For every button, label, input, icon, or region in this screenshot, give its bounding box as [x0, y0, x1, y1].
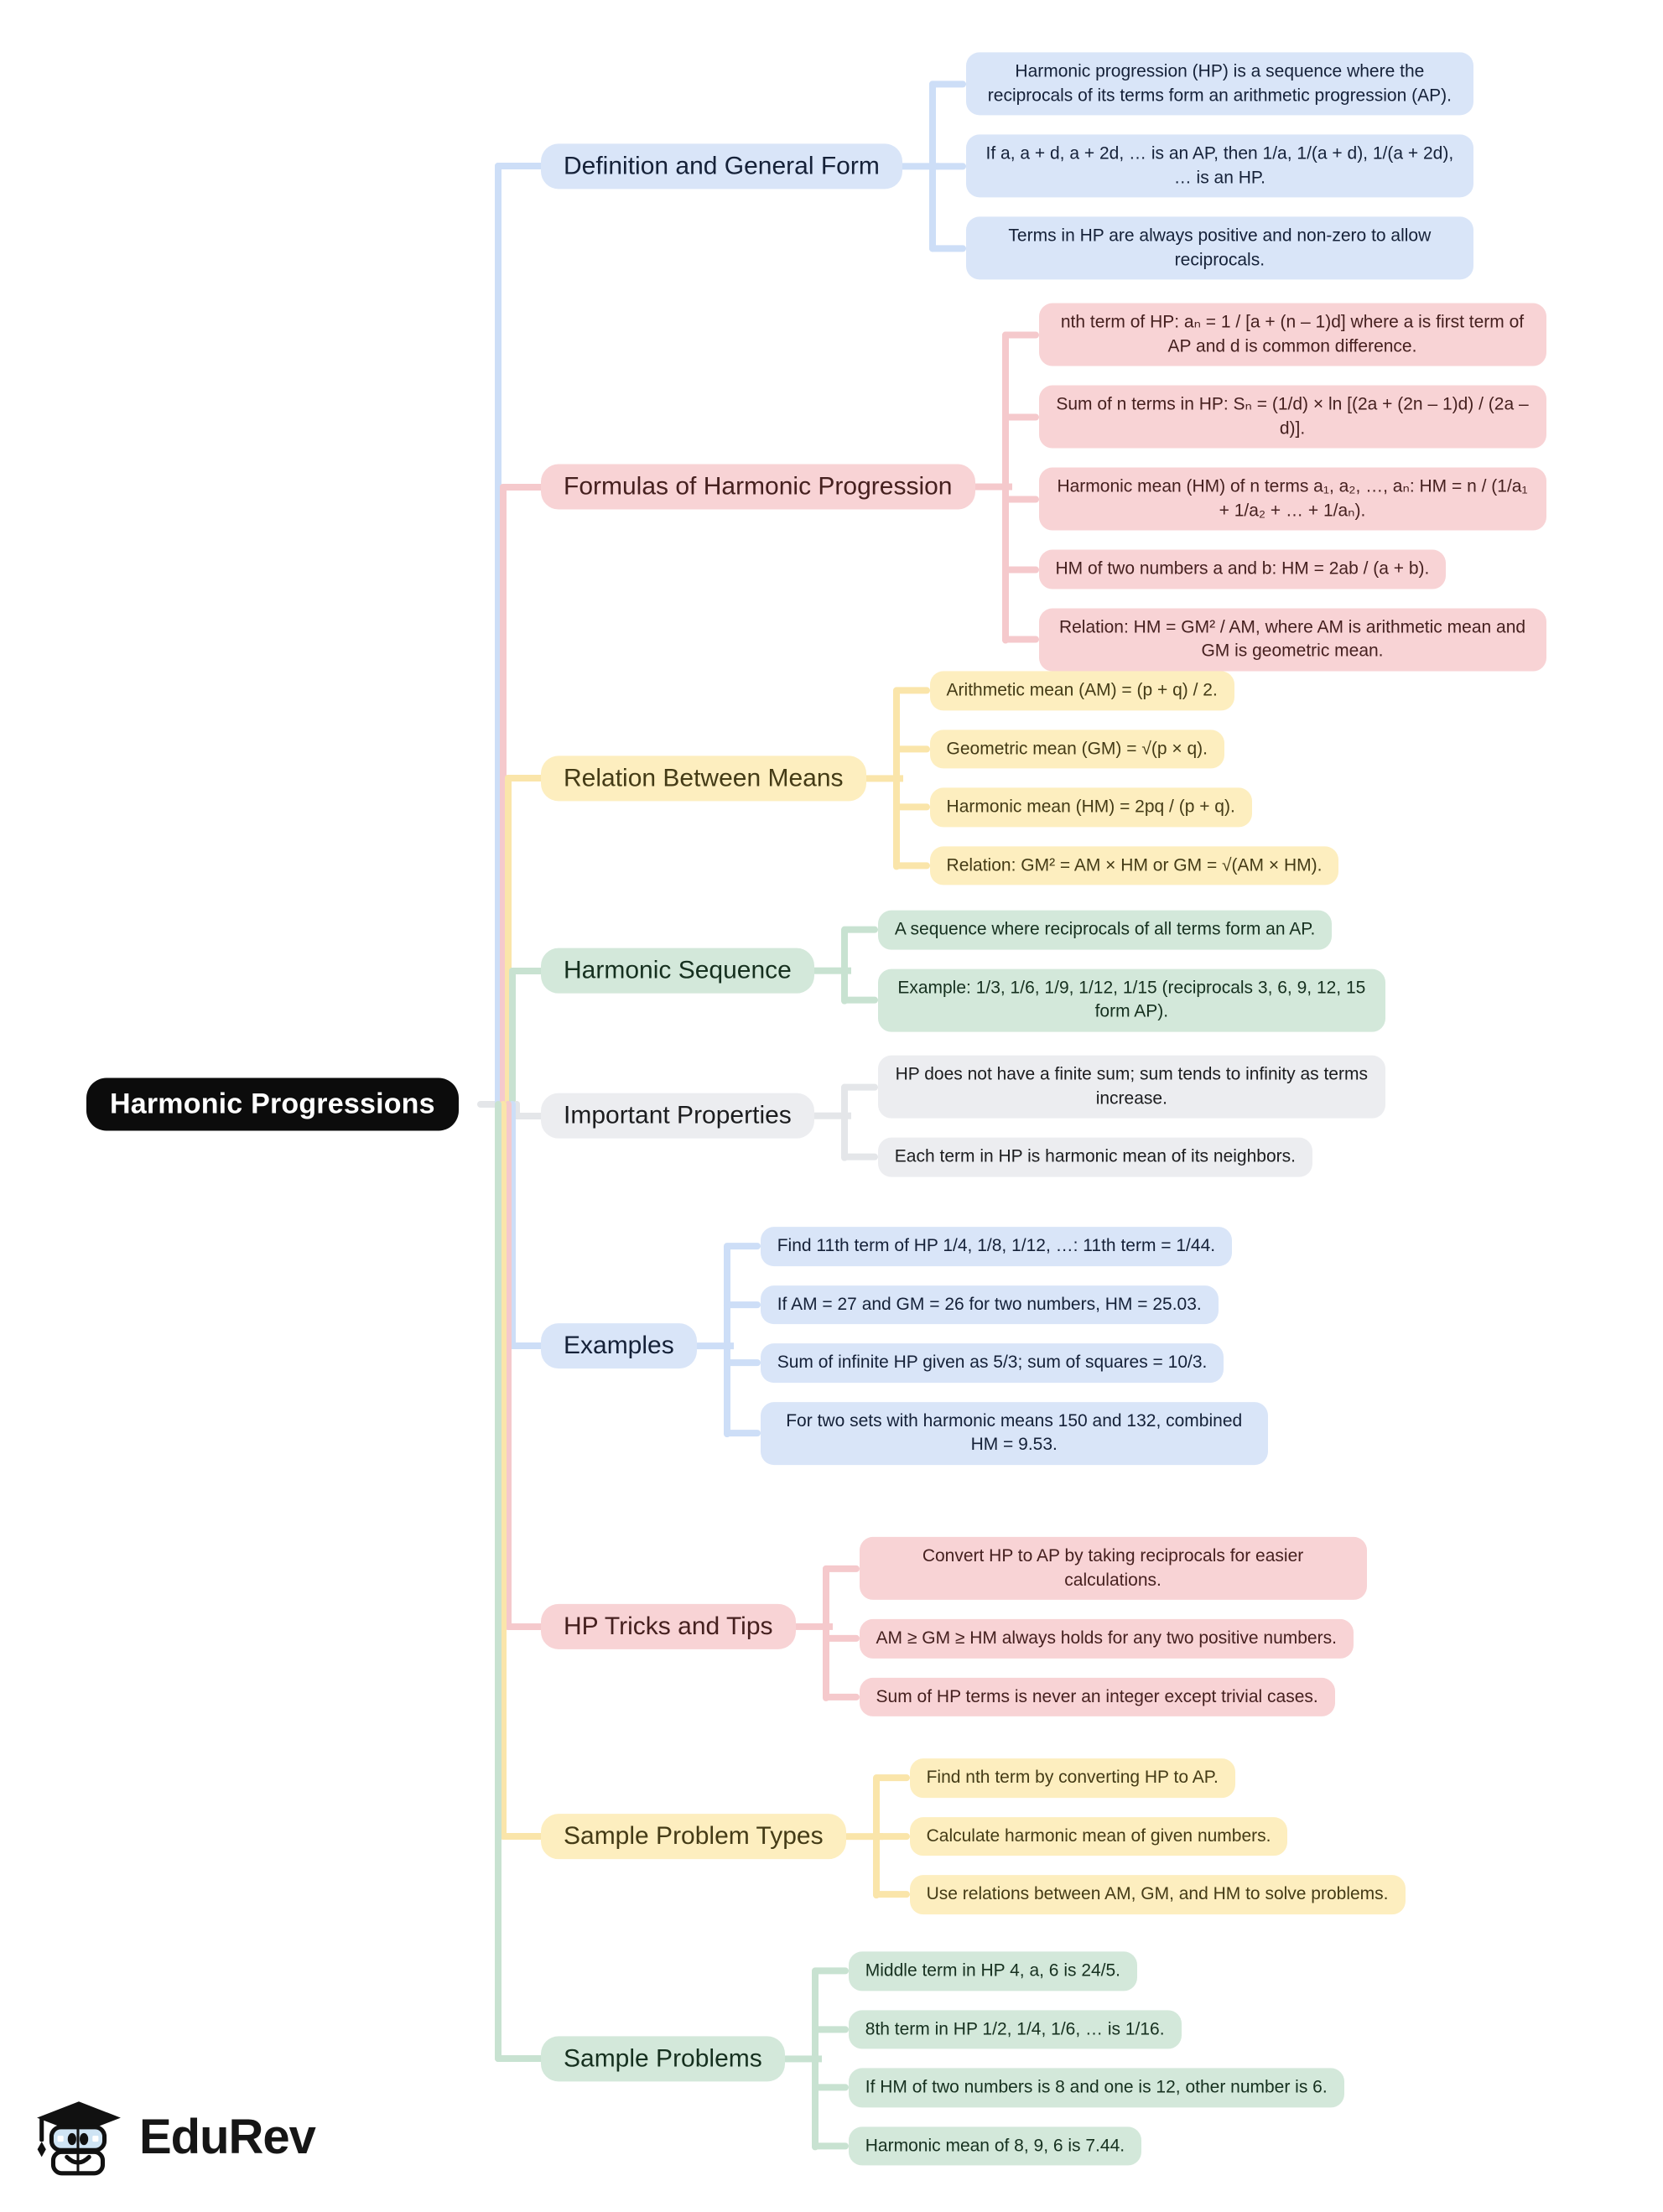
edurev-brand-text: EduRev: [139, 2109, 315, 2164]
branch-examples: [541, 1227, 1268, 1465]
topic-node: Harmonic Sequence: [541, 948, 814, 994]
leaf-group: [761, 1227, 1268, 1465]
leaf-group: [930, 671, 1339, 885]
branch-formulas-of-harmonic-progression: [541, 304, 1546, 672]
topic-node: Examples: [541, 1323, 697, 1368]
edurev-logo: [32, 2093, 315, 2180]
connector-line: [823, 1565, 829, 1701]
connector-line: [1002, 331, 1009, 643]
branch-hp-tricks-and-tips: [541, 1537, 1367, 1716]
branch-harmonic-sequence: [541, 911, 1385, 1032]
leaf-node: nth term of HP: aₙ = 1 / [a + (n – 1)d] where a is first term of AP and d is common difference.: [1039, 304, 1546, 366]
leaf-node: Relation: HM = GM² / AM, where AM is arithmetic mean and GM is geometric mean.: [1039, 608, 1546, 671]
leaf-node: Arithmetic mean (AM) = (p + q) / 2.: [930, 671, 1234, 710]
leaf-node: If HM of two numbers is 8 and one is 12, other number is 6.: [849, 2069, 1344, 2108]
leaf-node: Harmonic progression (HP) is a sequence where the reciprocals of its terms form an arithmetic progression (AP).: [966, 52, 1473, 115]
leaf-node: AM ≥ GM ≥ HM always holds for any two positive numbers.: [860, 1619, 1354, 1659]
leaf-node: Sum of HP terms is never an integer except trivial cases.: [860, 1678, 1335, 1717]
topic-node: HP Tricks and Tips: [541, 1604, 796, 1649]
branch-important-properties: [541, 1056, 1385, 1177]
leaf-node: HP does not have a finite sum; sum tends to infinity as terms increase.: [878, 1056, 1385, 1119]
leaf-node: For two sets with harmonic means 150 and 132, combined HM = 9.53.: [761, 1402, 1268, 1465]
leaf-node: A sequence where reciprocals of all terms form an AP.: [878, 911, 1333, 950]
leaf-node: Convert HP to AP by taking reciprocals for easier calculations.: [860, 1537, 1367, 1600]
leaf-group: [966, 52, 1473, 279]
topic-node: Relation Between Means: [541, 756, 866, 801]
connector-line: [841, 1083, 848, 1161]
leaf-node: Middle term in HP 4, a, 6 is 24/5.: [849, 1951, 1137, 1991]
leaf-node: If a, a + d, a + 2d, … is an AP, then 1/a, 1/(a + d), 1/(a + 2d), … is an HP.: [966, 134, 1473, 197]
leaf-node: Use relations between AM, GM, and HM to solve problems.: [910, 1875, 1406, 1914]
leaf-node: Calculate harmonic mean of given numbers.: [910, 1817, 1288, 1856]
leaf-node: 8th term in HP 1/2, 1/4, 1/6, … is 1/16.: [849, 2010, 1182, 2049]
branch-relation-between-means: [541, 671, 1338, 885]
branch-sample-problem-types: [541, 1758, 1406, 1914]
connector-line: [509, 968, 516, 1108]
leaf-node: Harmonic mean of 8, 9, 6 is 7.44.: [849, 2126, 1141, 2166]
leaf-node: Sum of n terms in HP: Sₙ = (1/d) × ln [(2a + (2n – 1)d) / (2a – d)].: [1039, 386, 1546, 449]
leaf-group: [910, 1758, 1406, 1914]
topic-node: Sample Problems: [541, 2036, 785, 2081]
leaf-node: Geometric mean (GM) = √(p × q).: [930, 730, 1224, 769]
leaf-node: HM of two numbers a and b: HM = 2ab / (a + b).: [1039, 550, 1447, 589]
leaf-node: Example: 1/3, 1/6, 1/9, 1/12, 1/15 (reciprocals 3, 6, 9, 12, 15 form AP).: [878, 968, 1385, 1031]
leaf-node: Relation: GM² = AM × HM or GM = √(AM × HM).: [930, 846, 1339, 885]
leaf-node: Terms in HP are always positive and non-zero to allow reciprocals.: [966, 217, 1473, 280]
central-node: Harmonic Progressions: [86, 1078, 459, 1131]
leaf-node: Harmonic mean (HM) = 2pq / (p + q).: [930, 788, 1252, 828]
branch-definition-and-general-form: [541, 52, 1473, 279]
leaf-group: [878, 1056, 1385, 1177]
leaf-group: [1039, 304, 1546, 672]
leaf-node: Sum of infinite HP given as 5/3; sum of squares = 10/3.: [761, 1343, 1224, 1383]
leaf-node: Harmonic mean (HM) of n terms a₁, a₂, …, aₙ: HM = n / (1/a₁ + 1/a₂ + … + 1/aₙ).: [1039, 468, 1546, 531]
topic-node: Definition and General Form: [541, 143, 902, 189]
leaf-node: Each term in HP is harmonic mean of its neighbors.: [878, 1138, 1312, 1177]
leaf-group: [878, 911, 1385, 1032]
connector-line: [724, 1244, 730, 1437]
connector-line: [495, 1101, 501, 2062]
connector-line: [841, 927, 848, 1004]
topic-node: Sample Problem Types: [541, 1814, 846, 1859]
leaf-node: Find 11th term of HP 1/4, 1/8, 1/12, …: 11th term = 1/44.: [761, 1227, 1232, 1266]
connector-line: [929, 80, 936, 252]
connector-line: [495, 163, 548, 169]
connector-line: [812, 1968, 819, 2150]
branch-sample-problems: [541, 1951, 1344, 2165]
edurev-logo-icon: [32, 2093, 126, 2180]
leaf-group: [860, 1537, 1367, 1716]
leaf-node: If AM = 27 and GM = 26 for two numbers, HM = 25.03.: [761, 1285, 1219, 1325]
connector-line: [873, 1775, 880, 1898]
connector-line: [495, 2055, 548, 2062]
leaf-group: [849, 1951, 1344, 2165]
topic-node: Formulas of Harmonic Progression: [541, 465, 975, 510]
leaf-node: Find nth term by converting HP to AP.: [910, 1758, 1235, 1798]
topic-node: Important Properties: [541, 1093, 814, 1139]
connector-line: [893, 688, 900, 870]
